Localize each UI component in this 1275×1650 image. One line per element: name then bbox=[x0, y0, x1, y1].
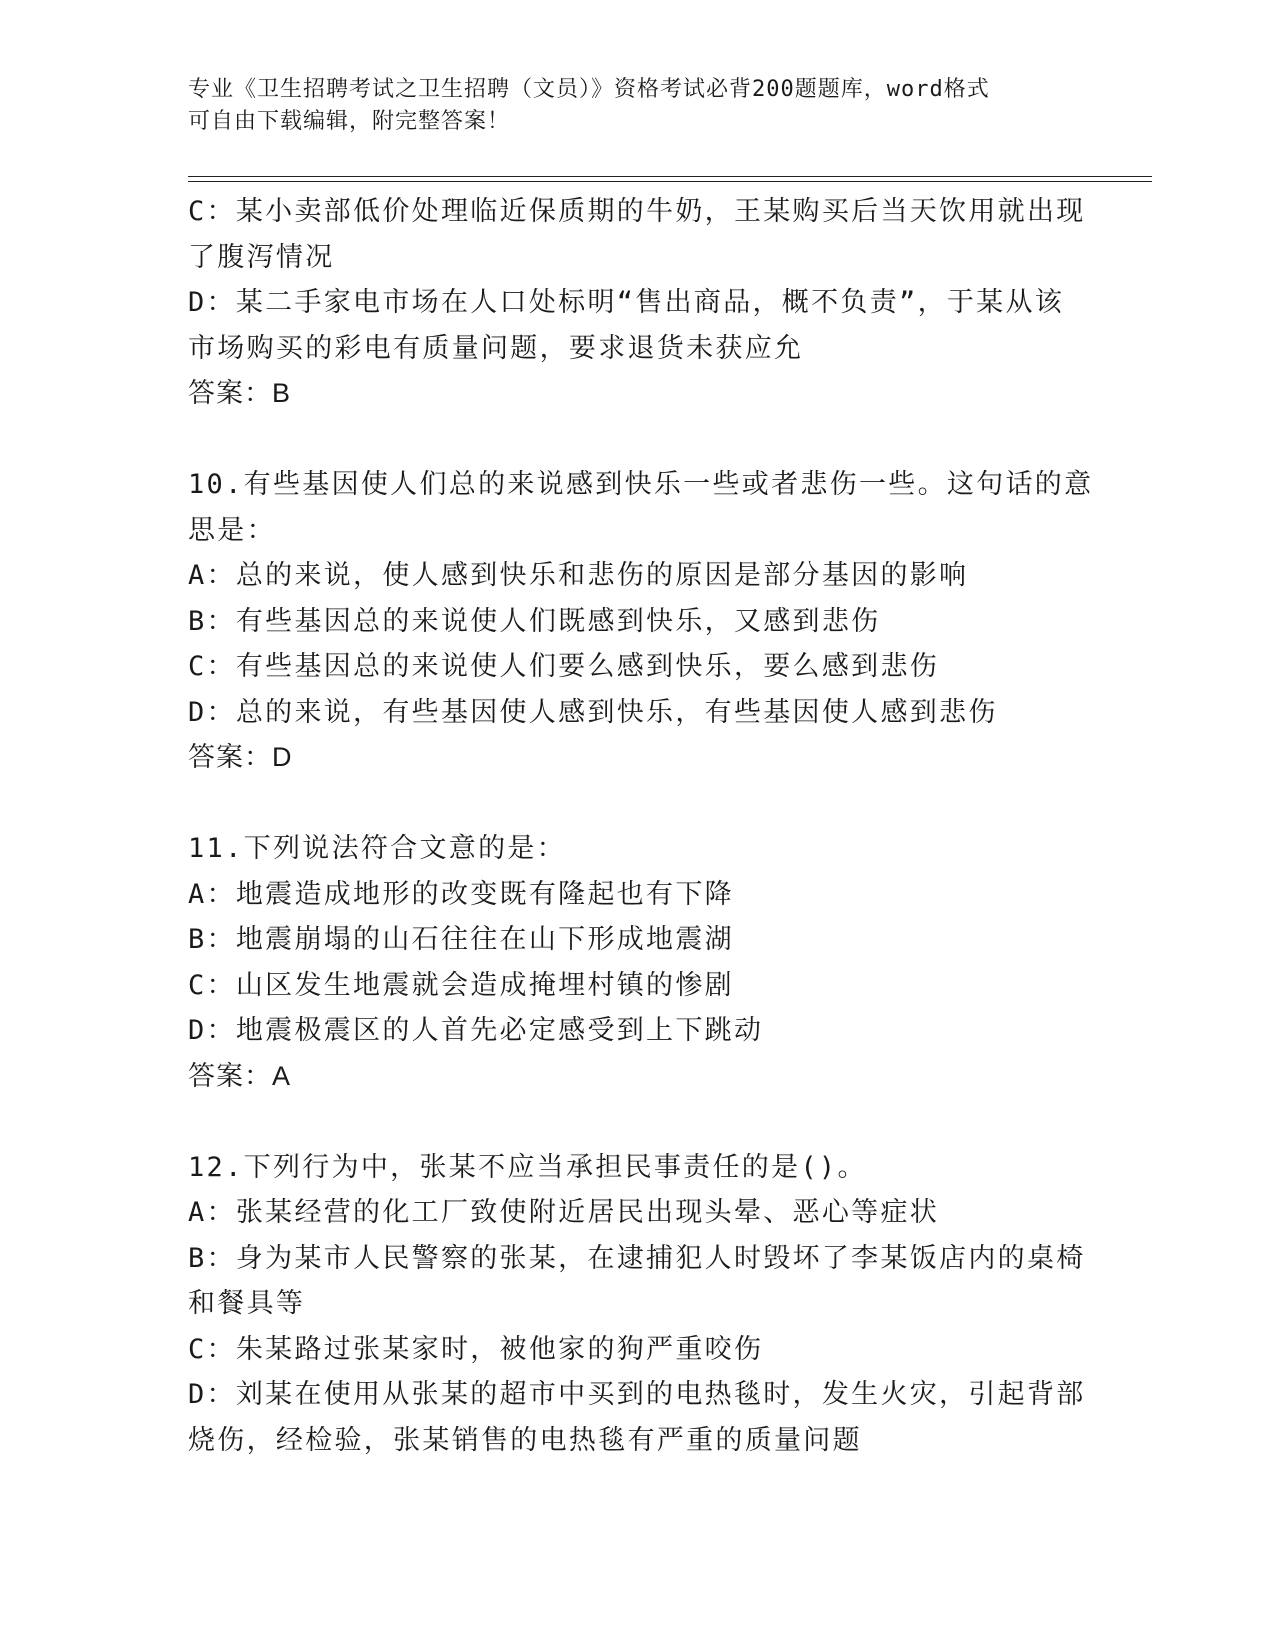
spacer bbox=[188, 781, 1088, 827]
question-10 bbox=[188, 462, 1094, 781]
q11-option-a: A：地震造成地形的改变既有隆起也有下降 bbox=[188, 878, 734, 910]
document-header bbox=[188, 74, 1088, 138]
question-12 bbox=[188, 1145, 1088, 1464]
header-title-line-2: 可自由下载编辑，附完整答案！ bbox=[188, 109, 511, 134]
q12-option-a: A：张某经营的化工厂致使附近居民出现头晕、恶心等症状 bbox=[188, 1197, 940, 1228]
spacer bbox=[188, 417, 1088, 463]
header-rule-bottom bbox=[188, 181, 1152, 182]
header-title-line-1: 专业《卫生招聘考试之卫生招聘（文员）》资格考试必背200题题库，word格式 bbox=[188, 77, 990, 102]
header-rule-top bbox=[188, 176, 1152, 177]
q11-option-b: B：地震崩塌的山石往往在山下形成地震湖 bbox=[188, 924, 734, 955]
q11-option-c: C：山区发生地震就会造成掩埋村镇的惨剧 bbox=[188, 969, 734, 1001]
spacer bbox=[188, 1099, 1088, 1145]
q9-answer: 答案：B bbox=[188, 378, 292, 408]
q10-option-d: D：总的来说，有些基因使人感到快乐，有些基因使人感到悲伤 bbox=[188, 696, 998, 728]
question-9-continued bbox=[188, 189, 1088, 417]
q12-option-d-line-1: D：刘某在使用从张某的超市中买到的电热毯时，发生火灾，引起背部 bbox=[188, 1379, 1086, 1410]
q11-answer: 答案：A bbox=[188, 1060, 292, 1091]
q10-option-b: B：有些基因总的来说使人们既感到快乐，又感到悲伤 bbox=[188, 605, 881, 637]
q9-option-d-line-1: D：某二手家电市场在人口处标明“售出商品，概不负责”，于某从该 bbox=[188, 287, 1065, 318]
q12-option-d-line-2: 烧伤，经检验，张某销售的电热毯有严重的质量问题 bbox=[188, 1424, 862, 1456]
q11-stem: 11.下列说法符合文意的是： bbox=[188, 833, 566, 864]
q12-option-b-line-2: 和餐具等 bbox=[188, 1288, 306, 1319]
document-body bbox=[188, 189, 1094, 1463]
q10-stem-line-1: 10.有些基因使人们总的来说感到快乐一些或者悲伤一些。这句话的意 bbox=[188, 469, 1094, 500]
q12-option-b-line-1: B：身为某市人民警察的张某，在逮捕犯人时毁坏了李某饭店内的桌椅 bbox=[188, 1242, 1086, 1274]
q11-option-d: D：地震极震区的人首先必定感受到上下跳动 bbox=[188, 1015, 764, 1046]
q10-option-c: C：有些基因总的来说使人们要么感到快乐，要么感到悲伤 bbox=[188, 651, 940, 682]
question-11 bbox=[188, 826, 1088, 1099]
q10-option-a: A：总的来说，使人感到快乐和悲伤的原因是部分基因的影响 bbox=[188, 560, 969, 591]
q10-answer: 答案：D bbox=[188, 742, 293, 772]
q9-option-c-line-2: 了腹泻情况 bbox=[188, 241, 335, 273]
q10-stem-line-2: 思是： bbox=[188, 514, 276, 546]
q9-option-c-line-1: C：某小卖部低价处理临近保质期的牛奶，王某购买后当天饮用就出现 bbox=[188, 196, 1086, 227]
q9-option-d-line-2: 市场购买的彩电有质量问题，要求退货未获应允 bbox=[188, 332, 804, 364]
q12-option-c: C：朱某路过张某家时，被他家的狗严重咬伤 bbox=[188, 1333, 764, 1365]
q12-stem: 12.下列行为中，张某不应当承担民事责任的是()。 bbox=[188, 1151, 867, 1183]
